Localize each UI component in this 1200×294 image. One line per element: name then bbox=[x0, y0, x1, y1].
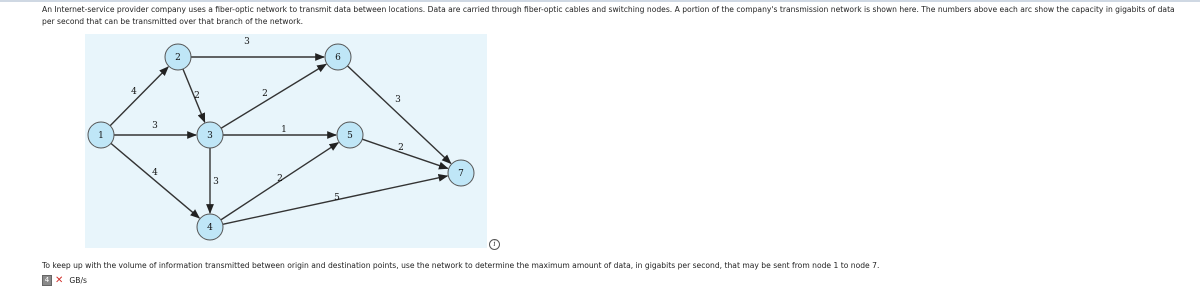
answer-row bbox=[42, 275, 87, 286]
capacity-label-1-3: 3 bbox=[152, 121, 158, 131]
node-4 bbox=[197, 214, 223, 240]
capacity-label-3-4: 3 bbox=[213, 177, 219, 187]
node-label-3: 3 bbox=[207, 131, 213, 141]
capacity-label-1-2: 4 bbox=[131, 87, 137, 97]
capacity-label-6-7: 3 bbox=[395, 95, 401, 105]
node-label-4: 4 bbox=[207, 223, 213, 233]
capacity-label-2-6: 3 bbox=[244, 37, 250, 47]
node-5 bbox=[337, 122, 363, 148]
capacity-label-3-5: 1 bbox=[281, 125, 287, 135]
node-label-7: 7 bbox=[458, 169, 464, 179]
capacity-label-3-6: 2 bbox=[262, 89, 268, 99]
network-diagram bbox=[85, 34, 487, 248]
node-7 bbox=[448, 160, 474, 186]
problem-intro: An Internet-service provider company uses a fiber-optic network to transmit data between locations. Data are carried through fiber-optic cables and switching nodes. A portion of the company's transmission network is shown here. The numbers above each arc show the capacity in gigabits of data per second that can be transmitted over that branch of the network. bbox=[42, 5, 1175, 26]
capacity-label-1-4: 4 bbox=[152, 168, 158, 178]
wrong-x-icon: ✕ bbox=[55, 274, 64, 286]
answer-input[interactable]: 4 bbox=[42, 275, 52, 286]
capacity-label-5-7: 2 bbox=[398, 143, 404, 153]
capacity-label-4-5: 2 bbox=[277, 174, 283, 184]
question-text: To keep up with the volume of information transmitted between origin and destination points, use the network to determine the maximum amount of data, in gigabits per second, that may be sent from node 1 to node 7. bbox=[42, 261, 880, 270]
top-divider bbox=[0, 0, 1200, 2]
answer-unit: GB/s bbox=[69, 276, 87, 285]
node-1 bbox=[88, 122, 114, 148]
node-3 bbox=[197, 122, 223, 148]
capacity-label-2-3: 2 bbox=[194, 91, 200, 101]
capacity-label-4-7: 5 bbox=[334, 193, 340, 203]
info-icon[interactable]: i bbox=[489, 239, 500, 250]
network-svg bbox=[85, 34, 487, 248]
node-label-5: 5 bbox=[347, 131, 353, 141]
node-label-1: 1 bbox=[98, 131, 104, 141]
node-6 bbox=[325, 44, 351, 70]
node-label-6: 6 bbox=[335, 53, 341, 63]
node-2 bbox=[165, 44, 191, 70]
node-label-2: 2 bbox=[175, 53, 181, 63]
